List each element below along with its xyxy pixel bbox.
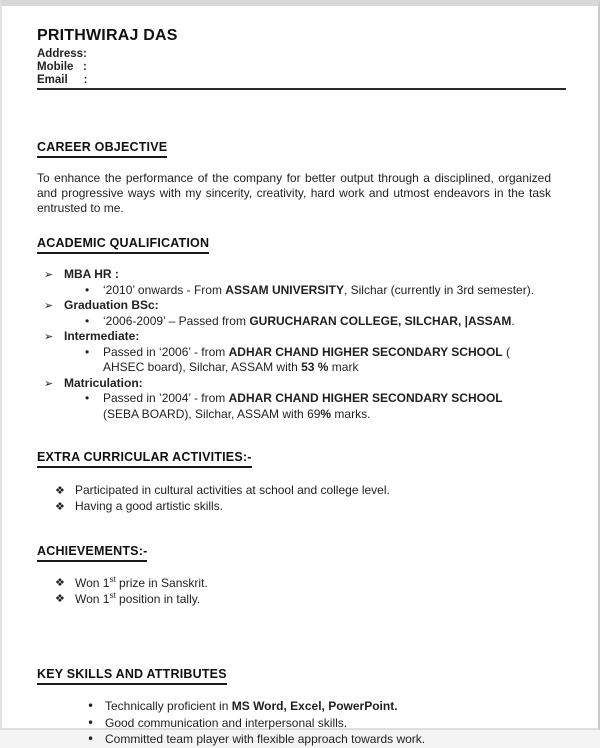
- qualification-detail-text: [103, 360, 551, 376]
- list-item: [37, 698, 551, 715]
- list-item: [37, 499, 551, 515]
- diamond-bullet-icon: ❖: [55, 499, 65, 513]
- qualification-detail-text: [103, 345, 551, 361]
- person-name: PRITHWIRAJ DAS: [37, 27, 178, 44]
- text-segment: st: [109, 591, 116, 600]
- text-segment: ‘2010’ onwards - From: [103, 282, 226, 297]
- text-segment: Committed team player with flexible approach towards work.: [105, 732, 426, 746]
- text-segment: AHSEC board), Silchar, ASSAM with: [103, 360, 302, 374]
- text-segment: Having a good artistic skills.: [75, 498, 224, 513]
- list-item: [37, 483, 551, 499]
- academic-qualification-title: [37, 236, 551, 254]
- dot-bullet-icon: •: [85, 313, 90, 328]
- diamond-bullet-icon: ❖: [55, 484, 65, 497]
- dot-bullet-icon: •: [85, 282, 90, 297]
- achievements-list: [37, 575, 551, 607]
- text-segment: prize in Sanskrit.: [115, 576, 208, 590]
- qualification-detail-text: [103, 391, 551, 407]
- key-skills-title: [37, 667, 551, 685]
- list-item-text: [105, 698, 551, 715]
- section-career-objective: [37, 140, 551, 216]
- contact-address-line: Address:: [37, 48, 87, 60]
- list-item-text: [75, 575, 551, 591]
- dot-bullet-icon: •: [87, 715, 95, 730]
- qualification-detail-line: [37, 283, 551, 299]
- academic-qualification-list: [37, 267, 551, 422]
- qualification-heading-label: Graduation BSc:: [64, 298, 159, 312]
- text-segment: Good communication and interpersonal skills.: [105, 715, 348, 730]
- text-segment: , Silchar (currently in 3rd semester).: [343, 282, 535, 297]
- text-segment: %: [320, 406, 332, 421]
- qualification-heading: [37, 267, 551, 283]
- qualification-detail-line: [37, 345, 551, 361]
- arrow-bullet-icon: ➢: [44, 330, 54, 343]
- list-item-text: [75, 483, 551, 499]
- achievements-title: [37, 544, 551, 562]
- career-objective-paragraph: To enhance the performance of the company for better output through a disciplined, organized and progressive ways with my sincerity, creativity, hard work and utmost endeavors in the task entrusted to me.: [37, 171, 551, 215]
- text-segment: Passed in ‘2006’ - from: [103, 344, 229, 359]
- diamond-bullet-icon: ❖: [55, 576, 65, 589]
- qualification-detail-line: [37, 391, 551, 407]
- contact-mobile-line: Mobile :: [37, 61, 87, 73]
- qualification-detail-line: [37, 314, 551, 330]
- qualification-heading-label: Matriculation:: [64, 375, 143, 390]
- dot-bullet-icon: [85, 360, 103, 376]
- text-segment: .: [511, 313, 515, 328]
- dot-bullet-icon: •: [85, 391, 90, 405]
- section-extra-curricular: [37, 450, 551, 514]
- text-segment: GURUCHARAN COLLEGE, SILCHAR, |ASSAM: [249, 313, 512, 328]
- text-segment: Passed in ’2004’ - from: [103, 391, 229, 405]
- list-item-text: [75, 591, 551, 607]
- extra-curricular-list: [37, 483, 551, 514]
- text-segment: MS Word, Excel, PowerPoint.: [231, 699, 398, 713]
- qualification-detail-text: [103, 283, 551, 299]
- dot-bullet-icon: •: [87, 699, 95, 713]
- dot-bullet-icon: •: [87, 732, 95, 746]
- qualification-heading: [37, 329, 551, 345]
- dot-bullet-icon: •: [85, 344, 90, 359]
- text-segment: ADHAR CHAND HIGHER SECONDARY SCHOOL: [228, 344, 503, 359]
- text-segment: ADHAR CHAND HIGHER SECONDARY SCHOOL: [228, 391, 503, 405]
- dot-bullet-icon: [85, 407, 103, 423]
- qualification-detail-text: [103, 407, 551, 423]
- text-segment: Participated in cultural activities at school and college level.: [75, 483, 390, 497]
- text-segment: Won 1: [75, 576, 110, 590]
- list-item: [37, 731, 551, 748]
- qualification-detail-line: [37, 360, 551, 376]
- list-item-text: [75, 499, 551, 515]
- list-item-text: [105, 731, 551, 748]
- arrow-bullet-icon: ➢: [44, 268, 54, 281]
- text-segment: (: [502, 344, 510, 359]
- text-segment: Won 1: [75, 592, 110, 606]
- qualification-heading: [37, 298, 551, 314]
- achievements-title-text: ACHIEVEMENTS:-: [37, 544, 147, 562]
- list-item: [37, 715, 551, 732]
- text-segment: mark: [328, 360, 359, 374]
- qualification-heading: [37, 376, 551, 392]
- text-segment: marks.: [331, 406, 371, 421]
- academic-qualification-title-text: ACADEMIC QUALIFICATION: [37, 236, 209, 254]
- career-objective-title: [37, 140, 551, 158]
- qualification-heading-label: Intermediate:: [64, 329, 140, 343]
- qualification-heading-label: MBA HR :: [64, 267, 119, 281]
- contact-email-line: Email :: [37, 74, 88, 86]
- list-item-text: [105, 715, 551, 732]
- qualification-detail-line: [37, 407, 551, 423]
- resume-header: [37, 26, 566, 90]
- resume-content: [2, 6, 598, 748]
- arrow-bullet-icon: ➢: [44, 299, 54, 312]
- text-segment: ‘2006-2009’ – Passed from: [103, 313, 250, 328]
- text-segment: Technically proficient in: [105, 699, 232, 713]
- section-academic-qualification: [37, 236, 551, 422]
- text-segment: 53 %: [301, 360, 329, 374]
- list-item: [37, 575, 551, 591]
- text-segment: ASSAM UNIVERSITY: [225, 282, 344, 297]
- diamond-bullet-icon: ❖: [55, 592, 65, 605]
- arrow-bullet-icon: ➢: [44, 376, 54, 390]
- career-objective-title-text: CAREER OBJECTIVE: [37, 140, 167, 158]
- key-skills-list: [37, 698, 551, 748]
- text-segment: (SEBA BOARD), Silchar, ASSAM with 69: [103, 406, 321, 421]
- list-item: [37, 591, 551, 607]
- text-segment: position in tally.: [115, 592, 201, 606]
- extra-curricular-title: [37, 450, 551, 468]
- section-key-skills: [37, 667, 551, 748]
- text-segment: st: [109, 575, 116, 584]
- section-achievements: [37, 544, 551, 607]
- key-skills-title-text: KEY SKILLS AND ATTRIBUTES: [37, 667, 227, 685]
- extra-curricular-title-text: EXTRA CURRICULAR ACTIVITIES:-: [37, 450, 252, 468]
- qualification-detail-text: [103, 314, 551, 330]
